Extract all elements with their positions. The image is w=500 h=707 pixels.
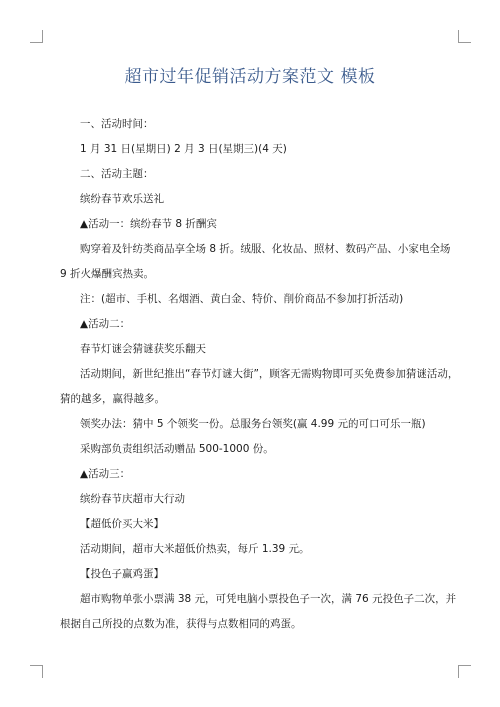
paragraph: 缤纷春节欢乐送礼 bbox=[80, 193, 164, 205]
paragraph: 1 月 31 日(星期日) 2 月 3 日(星期三)(4 天) bbox=[80, 143, 287, 155]
paragraph: 根据自己所投的点数为准，获得与点数相同的鸡蛋。 bbox=[60, 618, 302, 630]
crop-mark-bottom-left bbox=[30, 665, 43, 678]
paragraph: 购穿着及针纺类商品享全场 8 折。绒服、化妆品、照材、数码产品、小家电全场 bbox=[80, 243, 451, 255]
paragraph: ▲活动二： bbox=[80, 318, 131, 330]
paragraph: 采购部负责组织活动赠品 500-1000 份。 bbox=[80, 443, 274, 455]
paragraph: 缤纷春节庆超市大行动 bbox=[80, 493, 185, 505]
paragraph: 春节灯谜会猜谜获奖乐翻天 bbox=[80, 343, 206, 355]
paragraph: 9 折火爆酬宾热卖。 bbox=[60, 268, 155, 280]
paragraph: ▲活动三： bbox=[80, 468, 131, 480]
paragraph: ▲活动一：缤纷春节 8 折酬宾 bbox=[80, 218, 217, 230]
document-title: 超市过年促销活动方案范文 模板 bbox=[124, 67, 376, 87]
crop-mark-bottom-right bbox=[458, 665, 471, 678]
paragraph: 二、活动主题： bbox=[80, 168, 154, 180]
crop-mark-top-left bbox=[30, 30, 43, 43]
paragraph: 活动期间，新世纪推出“春节灯谜大街”，顾客无需购物即可买免费参加猜谜活动， bbox=[80, 368, 459, 380]
paragraph: 【超低价买大米】 bbox=[80, 518, 164, 530]
paragraph: 活动期间，超市大米超低价热卖，每斤 1.39 元。 bbox=[80, 543, 310, 555]
paragraph: 一、活动时间： bbox=[80, 118, 154, 130]
crop-mark-top-right bbox=[458, 30, 471, 43]
paragraph: 【投色子赢鸡蛋】 bbox=[80, 568, 164, 580]
document-body bbox=[60, 112, 459, 637]
paragraph: 超市购物单张小票满 38 元，可凭电脑小票投色子一次，满 76 元投色子二次，并 bbox=[80, 593, 457, 605]
paragraph: 猜的越多，赢得越多。 bbox=[60, 393, 165, 405]
paragraph: 领奖办法：猜中 5 个领奖一份。总服务台领奖(赢 4.99 元的可口可乐一瓶) bbox=[80, 418, 426, 430]
paragraph: 注：(超市、手机、名烟酒、黄白金、特价、削价商品不参加打折活动) bbox=[80, 293, 404, 305]
